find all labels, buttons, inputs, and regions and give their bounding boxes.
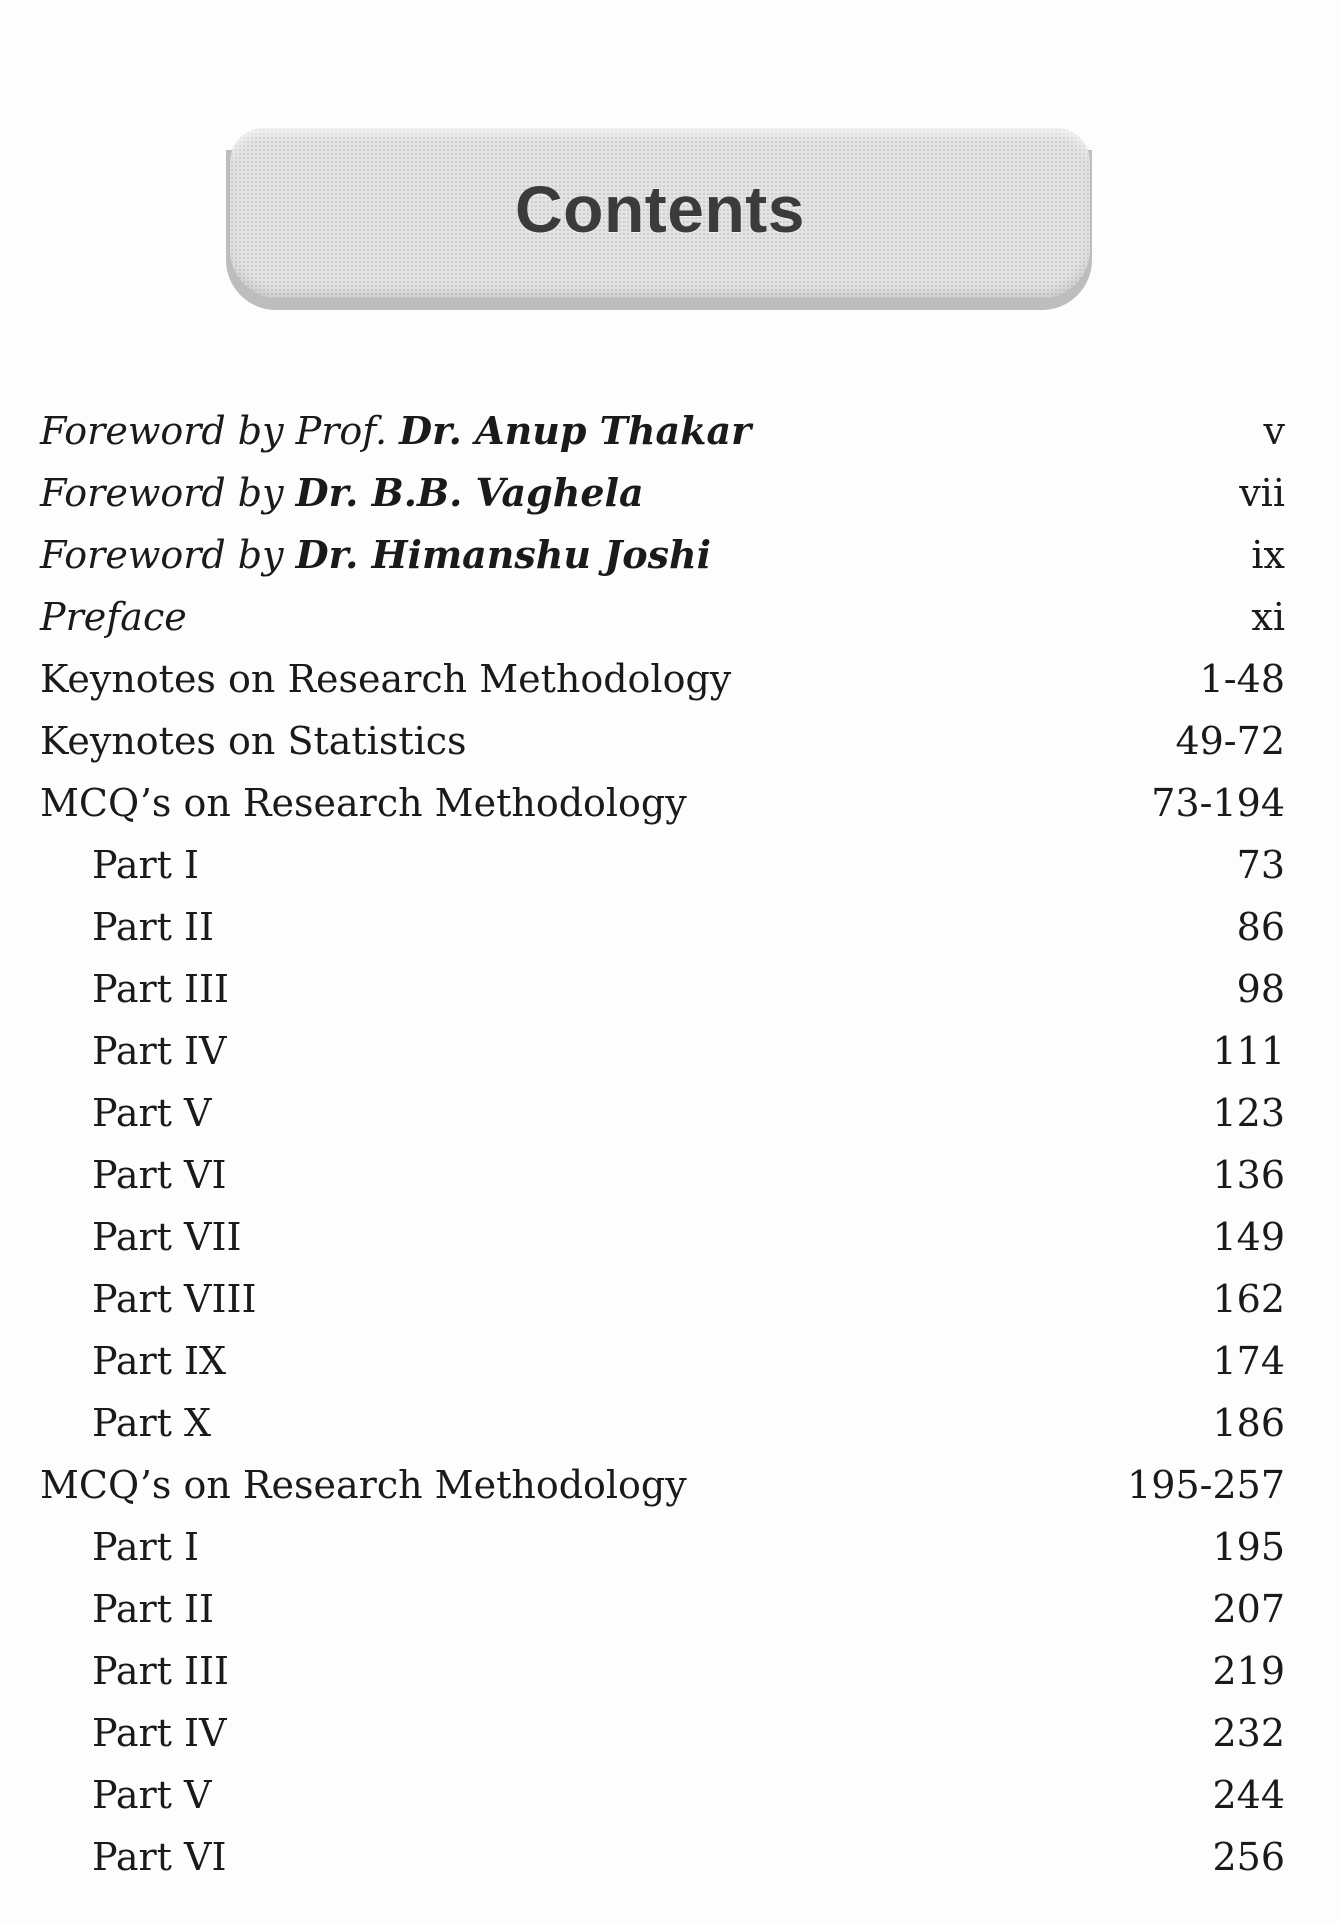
- toc-entry-label: Foreword by: [40, 533, 296, 577]
- toc-entry-label: Part III: [92, 1649, 230, 1693]
- toc-entry-label: Keynotes on Statistics: [40, 719, 467, 763]
- toc-entry: [40, 772, 1285, 834]
- toc-entry-page: 49-72: [1175, 719, 1285, 763]
- toc-entry-page: 111: [1212, 1029, 1285, 1073]
- toc-subentry: [40, 1330, 1285, 1392]
- toc-entry-label: Part I: [92, 1525, 200, 1569]
- toc-entry-title: [40, 1020, 226, 1082]
- toc-entry-page: ix: [1251, 533, 1285, 577]
- toc-subentry: [40, 1392, 1285, 1454]
- toc-entry-page: 219: [1212, 1649, 1285, 1693]
- toc-entry-title: [40, 1206, 242, 1268]
- toc-entry: [40, 462, 1285, 524]
- toc-entry-title: [40, 1826, 226, 1888]
- toc-entry-page: 73: [1236, 843, 1285, 887]
- toc-entry: [40, 400, 1285, 462]
- table-of-contents: [40, 400, 1285, 1888]
- toc-entry-title: [40, 1516, 199, 1578]
- toc-subentry: [40, 1516, 1285, 1578]
- toc-entry-title: [40, 586, 187, 648]
- toc-entry-label: Part X: [92, 1401, 212, 1445]
- toc-entry: [40, 710, 1285, 772]
- toc-entry-page: 98: [1236, 967, 1285, 1011]
- toc-subentry: [40, 1578, 1285, 1640]
- toc-entry-author: Dr. Himanshu Joshi: [295, 532, 712, 577]
- toc-entry-title: [40, 1268, 257, 1330]
- toc-entry-page: 195-257: [1127, 1463, 1285, 1507]
- toc-entry-label: Part IV: [92, 1029, 227, 1073]
- toc-entry-label: MCQ’s on Research Methodology: [40, 1463, 687, 1507]
- toc-entry-page: v: [1263, 409, 1285, 453]
- toc-entry-page: xi: [1251, 595, 1285, 639]
- toc-entry-page: 195: [1212, 1525, 1285, 1569]
- toc-entry-title: [40, 1454, 687, 1516]
- toc-entry-page: 174: [1212, 1339, 1285, 1383]
- toc-subentry: [40, 1082, 1285, 1144]
- toc-entry-title: [40, 834, 199, 896]
- toc-entry-title: [40, 772, 687, 834]
- toc-entry: [40, 524, 1285, 586]
- toc-entry-label: Part VIII: [92, 1277, 257, 1321]
- header-banner: [230, 128, 1090, 298]
- toc-subentry: [40, 896, 1285, 958]
- toc-entry-page: 162: [1212, 1277, 1285, 1321]
- toc-entry-label: Part V: [92, 1773, 212, 1817]
- toc-entry-label: Part I: [92, 843, 200, 887]
- toc-entry-label: Part VI: [92, 1153, 227, 1197]
- toc-entry-label: Part II: [92, 1587, 215, 1631]
- toc-subentry: [40, 958, 1285, 1020]
- toc-entry-title: [40, 1392, 211, 1454]
- toc-subentry: [40, 1020, 1285, 1082]
- toc-entry-page: 123: [1212, 1091, 1285, 1135]
- toc-entry-label: Part IX: [92, 1339, 227, 1383]
- toc-subentry: [40, 1702, 1285, 1764]
- toc-entry-page: 73-194: [1151, 781, 1285, 825]
- toc-entry-label: Part IV: [92, 1711, 227, 1755]
- toc-entry-title: [40, 1144, 226, 1206]
- toc-entry-title: [40, 1578, 214, 1640]
- toc-entry-title: [40, 1702, 226, 1764]
- toc-entry-page: 186: [1212, 1401, 1285, 1445]
- toc-entry-page: 149: [1212, 1215, 1285, 1259]
- toc-entry-title: [40, 1330, 226, 1392]
- toc-entry-label: Part VII: [92, 1215, 242, 1259]
- toc-entry-label: Foreword by: [40, 471, 296, 515]
- toc-entry-label: Part VI: [92, 1835, 227, 1879]
- toc-entry-title: [40, 958, 229, 1020]
- toc-entry-title: [40, 400, 751, 462]
- toc-entry-title: [40, 462, 644, 524]
- toc-entry-title: [40, 648, 731, 710]
- toc-entry-page: 207: [1212, 1587, 1285, 1631]
- toc-entry-label: MCQ’s on Research Methodology: [40, 781, 687, 825]
- toc-entry-title: [40, 710, 467, 772]
- toc-entry-page: 244: [1212, 1773, 1285, 1817]
- toc-subentry: [40, 1268, 1285, 1330]
- toc-entry-page: 232: [1212, 1711, 1285, 1755]
- toc-entry-label: Foreword by Prof.: [40, 409, 400, 453]
- toc-subentry: [40, 1144, 1285, 1206]
- toc-entry-title: [40, 1764, 211, 1826]
- toc-entry-page: 1-48: [1199, 657, 1285, 701]
- toc-entry-author: Dr. Anup Thakar: [399, 408, 752, 453]
- toc-entry-page: 86: [1236, 905, 1285, 949]
- toc-entry-author: Dr. B.B. Vaghela: [295, 470, 644, 515]
- toc-entry-title: [40, 1082, 211, 1144]
- toc-entry: [40, 586, 1285, 648]
- toc-entry-label: Keynotes on Research Methodology: [40, 657, 732, 701]
- toc-entry-label: Part II: [92, 905, 215, 949]
- toc-subentry: [40, 1826, 1285, 1888]
- toc-entry-page: vii: [1239, 471, 1285, 515]
- toc-subentry: [40, 1764, 1285, 1826]
- toc-entry: [40, 1454, 1285, 1516]
- toc-entry: [40, 648, 1285, 710]
- toc-entry-page: 136: [1212, 1153, 1285, 1197]
- toc-entry-label: Part V: [92, 1091, 212, 1135]
- toc-entry-title: [40, 1640, 229, 1702]
- toc-entry-title: [40, 896, 214, 958]
- toc-entry-page: 256: [1212, 1835, 1285, 1879]
- toc-entry-label: Part III: [92, 967, 230, 1011]
- toc-subentry: [40, 1640, 1285, 1702]
- toc-subentry: [40, 1206, 1285, 1268]
- toc-subentry: [40, 834, 1285, 896]
- toc-entry-title: [40, 524, 711, 586]
- toc-entry-label: Preface: [40, 595, 187, 639]
- page-title: Contents: [515, 172, 805, 246]
